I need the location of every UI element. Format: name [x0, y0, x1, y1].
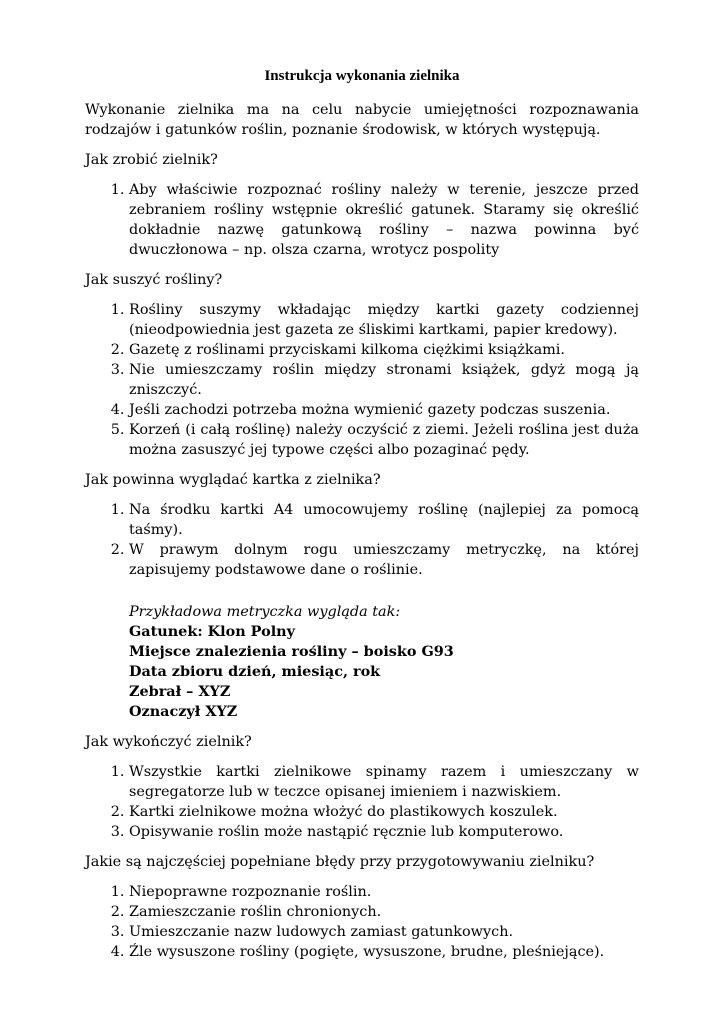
list-item: 2. Zamieszczanie roślin chronionych.	[129, 902, 639, 922]
list-item: 4. Jeśli zachodzi potrzeba można wymienić gazety podczas suszenia.	[129, 400, 639, 420]
metryczka-field: Data zbioru dzień, miesiąc, rok	[129, 663, 381, 680]
document-page	[85, 66, 639, 962]
list-item: 2. W prawym dolnym rogu umieszczamy metryczkę, na której zapisujemy podstawowe dane o roślinie.	[129, 540, 639, 580]
section-question: Jak zrobić zielnik?	[85, 152, 218, 168]
section-list	[85, 180, 639, 260]
section-question: Jakie są najczęściej popełniane błędy przy przygotowywaniu zielniku?	[85, 854, 595, 870]
document-title: Instrukcja wykonania zielnika	[264, 68, 460, 84]
section-list	[85, 762, 639, 842]
metryczka-field: Oznaczył XYZ	[129, 703, 238, 720]
list-item: 4. Źle wysuszone rośliny (pogięte, wysuszone, brudne, pleśniejące).	[129, 942, 639, 962]
section-list	[85, 882, 639, 962]
list-item: 1. Aby właściwie rozpoznać rośliny należy w terenie, jeszcze przed zebraniem rośliny wstępnie określić gatunek. Staramy się określić dokładnie nazwę gatunkową rośliny – nazwa powinna być dwuczłonowa – np. olsza czarna, wrotycz pospolity	[129, 180, 639, 260]
list-item: 3. Nie umieszczamy roślin między stronami książek, gdyż mogą ją zniszczyć.	[129, 360, 639, 400]
section-question: Jak suszyć rośliny?	[85, 272, 223, 288]
section-list	[85, 500, 639, 580]
list-item: 2. Gazetę z roślinami przyciskami kilkoma ciężkimi książkami.	[129, 340, 639, 360]
list-item: 3. Opisywanie roślin może nastąpić ręcznie lub komputerowo.	[129, 822, 639, 842]
metryczka-field: Gatunek: Klon Polny	[129, 623, 296, 640]
list-item: 1. Niepoprawne rozpoznanie roślin.	[129, 882, 639, 902]
metryczka-field: Zebrał – XYZ	[129, 683, 231, 700]
section-list	[85, 300, 639, 460]
metryczka-lead: Przykładowa metryczka wygląda tak:	[129, 604, 401, 620]
list-item: 1. Rośliny suszymy wkładając między kartki gazety codziennej (nieodpowiednia jest gazeta ze śliskimi kartkami, papier kredowy).	[129, 300, 639, 340]
list-item: 5. Korzeń (i całą roślinę) należy oczyścić z ziemi. Jeżeli roślina jest duża można zasuszyć jej typowe części albo pozaginać pędy.	[129, 420, 639, 460]
metryczka-field: Miejsce znalezienia rośliny – boisko G93	[129, 643, 454, 660]
list-item: 3. Umieszczanie nazw ludowych zamiast gatunkowych.	[129, 922, 639, 942]
section-question: Jak powinna wyglądać kartka z zielnika?	[85, 472, 381, 488]
section-question: Jak wykończyć zielnik?	[85, 734, 252, 750]
list-item: 2. Kartki zielnikowe można włożyć do plastikowych koszulek.	[129, 802, 639, 822]
list-item: 1. Wszystkie kartki zielnikowe spinamy razem i umieszczany w segregatorze lub w teczce opisanej imieniem i nazwiskiem.	[129, 762, 639, 802]
intro-paragraph: Wykonanie zielnika ma na celu nabycie umiejętności rozpoznawania rodzajów i gatunków roślin, poznanie środowisk, w których występują.	[85, 102, 639, 138]
metryczka-example	[129, 602, 639, 722]
list-item: 1. Na środku kartki A4 umocowujemy roślinę (najlepiej za pomocą taśmy).	[129, 500, 639, 540]
